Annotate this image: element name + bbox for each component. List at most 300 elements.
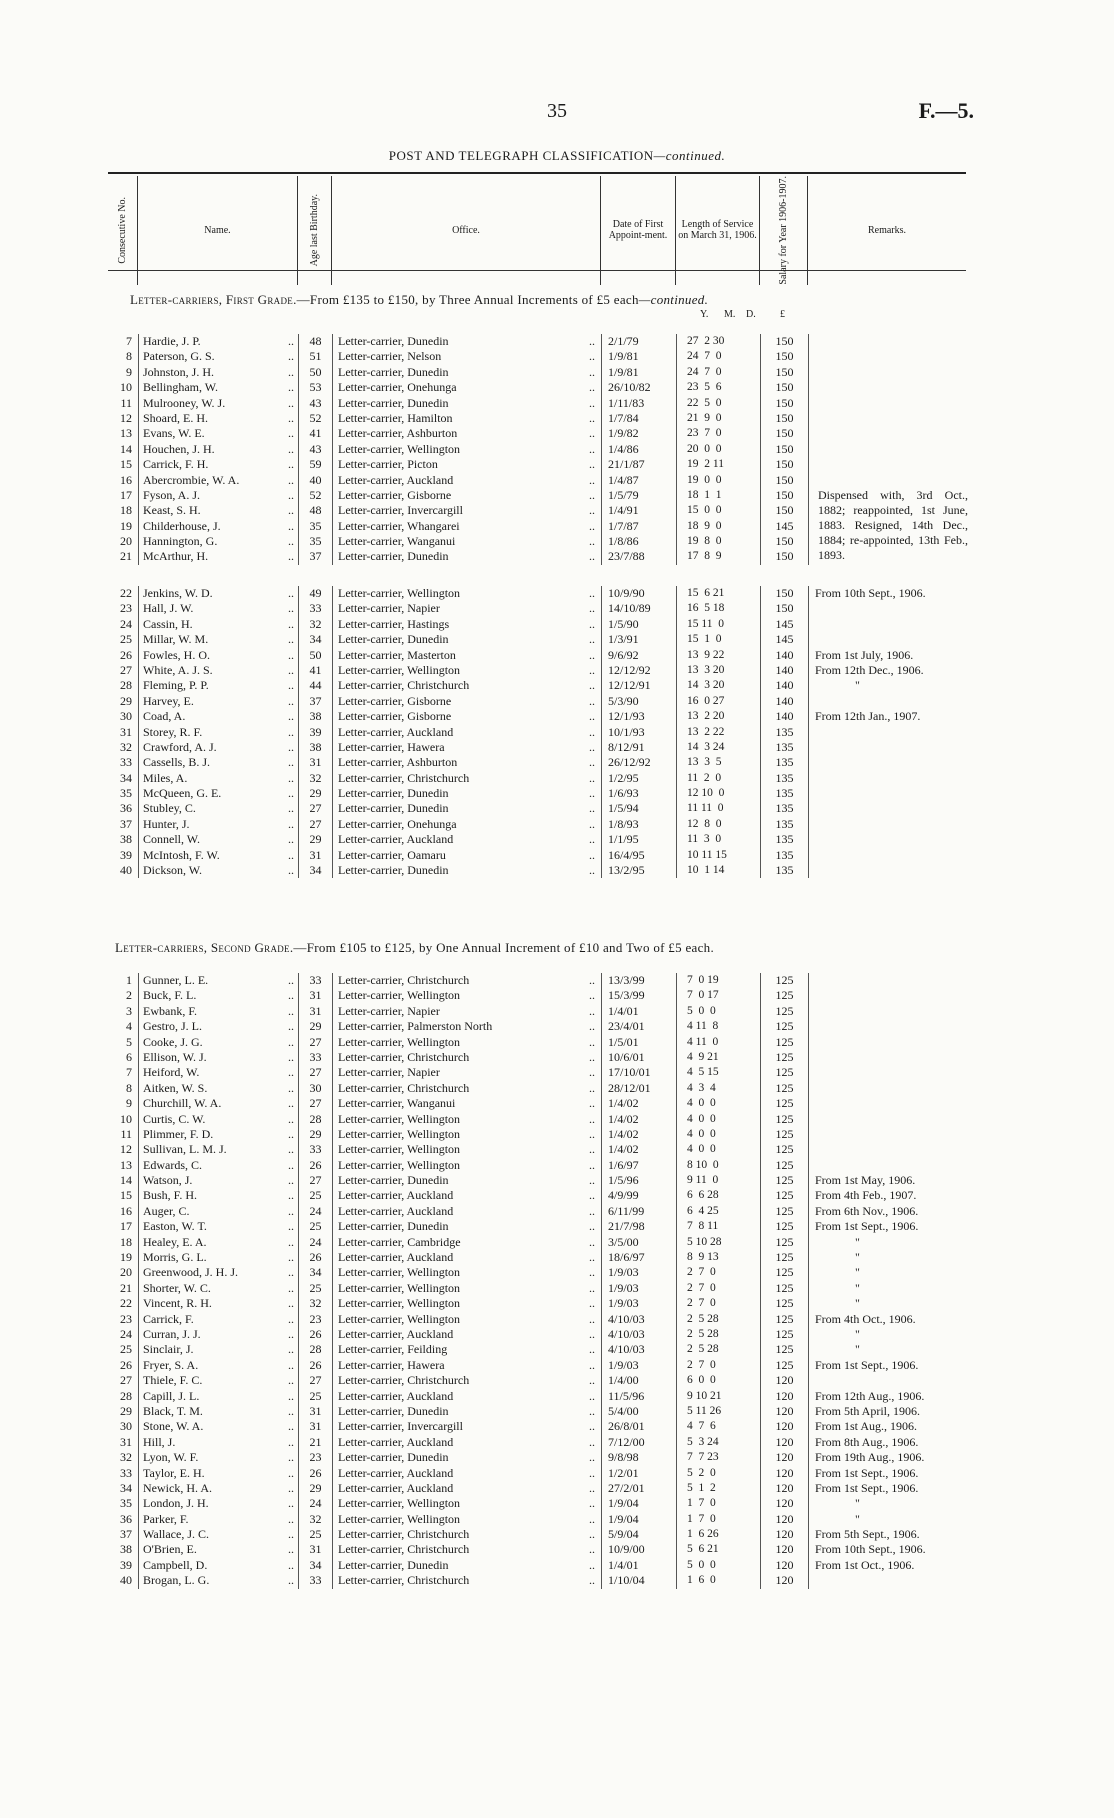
row-age: 33 [298, 1573, 332, 1588]
row-age: 53 [298, 380, 332, 395]
row-remarks: " [808, 1296, 966, 1311]
row-name: Cassin, H. .. [138, 617, 298, 632]
row-date: 1/2/01 [601, 1466, 676, 1481]
row-office: Letter-carrier, Christchurch .. [332, 1527, 601, 1542]
row-remarks: From 1st Sept., 1906. [808, 1358, 966, 1373]
row-date: 14/10/89 [601, 601, 676, 616]
row-name: Crawford, A. J. .. [138, 740, 298, 755]
row-remarks: From 12th Aug., 1906. [808, 1389, 966, 1404]
table-row [108, 365, 966, 380]
row-remarks: From 1st Aug., 1906. [808, 1419, 966, 1434]
row-salary: 120 [760, 1496, 808, 1511]
row-service: 5 0 0 [676, 1558, 760, 1573]
table-row [108, 473, 966, 488]
table-row [108, 1096, 966, 1111]
row-salary: 125 [760, 1112, 808, 1127]
row-remarks [808, 1127, 966, 1142]
row-remarks: From 19th Aug., 1906. [808, 1450, 966, 1465]
row-service: 15 11 0 [676, 617, 760, 632]
row-service: 13 3 20 [676, 663, 760, 678]
row-office: Letter-carrier, Wellington .. [332, 1496, 601, 1511]
row-remarks [808, 457, 966, 472]
row-office: Letter-carrier, Dunedin .. [332, 1219, 601, 1234]
table-row [108, 1419, 966, 1434]
row-date: 1/4/00 [601, 1373, 676, 1388]
row-age: 29 [298, 832, 332, 847]
row-age: 32 [298, 771, 332, 786]
row-salary: 120 [760, 1466, 808, 1481]
row-service: 7 0 19 [676, 973, 760, 988]
row-office: Letter-carrier, Ashburton .. [332, 755, 601, 770]
row-number: 6 [126, 1049, 132, 1064]
row-age: 59 [298, 457, 332, 472]
row-name: Stone, W. A. .. [138, 1419, 298, 1434]
row-age: 48 [298, 334, 332, 349]
row-remarks [808, 755, 966, 770]
row-office: Letter-carrier, Dunedin .. [332, 863, 601, 878]
row-date: 1/5/96 [601, 1173, 676, 1188]
row-salary: 135 [760, 817, 808, 832]
row-age: 27 [298, 817, 332, 832]
row-date: 1/5/90 [601, 617, 676, 632]
row-name: Gunner, L. E. .. [138, 973, 298, 988]
row-name: Mulrooney, W. J. .. [138, 396, 298, 411]
row-salary: 120 [760, 1435, 808, 1450]
row-office: Letter-carrier, Wellington .. [332, 1035, 601, 1050]
row-number: 37 [120, 1527, 132, 1542]
row-office: Letter-carrier, Auckland .. [332, 1466, 601, 1481]
row-name: Johnston, J. H. .. [138, 365, 298, 380]
row-service: 6 0 0 [676, 1373, 760, 1388]
row-number: 8 [126, 349, 132, 364]
row-age: 24 [298, 1496, 332, 1511]
row-date: 5/9/04 [601, 1527, 676, 1542]
table-row [108, 648, 966, 663]
row-service: 20 0 0 [676, 442, 760, 457]
table-row [108, 817, 966, 832]
table-row [108, 709, 966, 724]
row-age: 49 [298, 586, 332, 601]
row-name: Auger, C. .. [138, 1204, 298, 1219]
row-number: 15 [120, 457, 132, 472]
row-date: 1/9/03 [601, 1296, 676, 1311]
row-date: 5/3/90 [601, 694, 676, 709]
row-office: Letter-carrier, Wellington .. [332, 988, 601, 1003]
row-salary: 125 [760, 1065, 808, 1080]
row-service: 16 0 27 [676, 694, 760, 709]
row-office: Letter-carrier, Oamaru .. [332, 848, 601, 863]
row-office: Letter-carrier, Nelson .. [332, 349, 601, 364]
row-name: Curran, J. J. .. [138, 1327, 298, 1342]
row-salary: 150 [760, 549, 808, 564]
row-date: 9/6/92 [601, 648, 676, 663]
row-salary: 120 [760, 1542, 808, 1557]
row-age: 27 [298, 1035, 332, 1050]
row-office: Letter-carrier, Auckland .. [332, 1250, 601, 1265]
row-remarks [808, 832, 966, 847]
row-name: Stubley, C. .. [138, 801, 298, 816]
row-remarks [808, 617, 966, 632]
row-date: 1/6/97 [601, 1158, 676, 1173]
row-salary: 125 [760, 1312, 808, 1327]
row-age: 52 [298, 411, 332, 426]
row-number: 13 [120, 426, 132, 441]
row-office: Letter-carrier, Christchurch .. [332, 1050, 601, 1065]
row-office: Letter-carrier, Christchurch .. [332, 973, 601, 988]
row-salary: 145 [760, 617, 808, 632]
row-number: 5 [126, 1034, 132, 1049]
row-service: 2 7 0 [676, 1281, 760, 1296]
section1-table-b [108, 586, 966, 878]
row-office: Letter-carrier, Auckland .. [332, 725, 601, 740]
row-name: Dickson, W. .. [138, 863, 298, 878]
row-date: 9/8/98 [601, 1450, 676, 1465]
row-name: Storey, R. F. .. [138, 725, 298, 740]
section1-title: Letter-carriers, First Grade.—From £135 to £150, by Three Annual Increments of £5 each—continued. [130, 292, 709, 307]
row-date: 1/9/81 [601, 365, 676, 380]
row-office: Letter-carrier, Palmerston North .. [332, 1019, 601, 1034]
row-age: 29 [298, 1019, 332, 1034]
row-number: 16 [120, 472, 132, 487]
row-remarks [808, 1019, 966, 1034]
row-age: 35 [298, 519, 332, 534]
section2-table [108, 973, 966, 1589]
row-age: 28 [298, 1112, 332, 1127]
row-office: Letter-carrier, Napier .. [332, 1065, 601, 1080]
row-remarks: From 12th Dec., 1906. [808, 663, 966, 678]
row-salary: 135 [760, 832, 808, 847]
row-salary: 125 [760, 1281, 808, 1296]
row-age: 27 [298, 1173, 332, 1188]
row-number: 24 [120, 616, 132, 631]
row-remarks [808, 988, 966, 1003]
row-number: 25 [120, 1342, 132, 1357]
row-service: 2 7 0 [676, 1358, 760, 1373]
row-office: Letter-carrier, Wellington .. [332, 586, 601, 601]
table-row [108, 863, 966, 878]
row-remarks [808, 1050, 966, 1065]
row-service: 15 6 21 [676, 586, 760, 601]
row-office: Letter-carrier, Invercargill .. [332, 503, 601, 518]
row-office: Letter-carrier, Christchurch .. [332, 1373, 601, 1388]
table-row [108, 1466, 966, 1481]
row-name: Hardie, J. P. .. [138, 334, 298, 349]
row-salary: 120 [760, 1481, 808, 1496]
row-age: 33 [298, 1050, 332, 1065]
row-number: 27 [120, 1373, 132, 1388]
row-date: 1/1/95 [601, 832, 676, 847]
row-number: 36 [120, 1511, 132, 1526]
row-office: Letter-carrier, Dunedin .. [332, 1404, 601, 1419]
row-name: Brogan, L. G. .. [138, 1573, 298, 1588]
row-age: 28 [298, 1342, 332, 1357]
row-name: Paterson, G. S. .. [138, 349, 298, 364]
row-date: 26/10/82 [601, 380, 676, 395]
row-service: 23 5 6 [676, 380, 760, 395]
row-date: 27/2/01 [601, 1481, 676, 1496]
row-date: 28/12/01 [601, 1081, 676, 1096]
row-age: 26 [298, 1358, 332, 1373]
row-office: Letter-carrier, Auckland .. [332, 1435, 601, 1450]
row-name: Hill, J. .. [138, 1435, 298, 1450]
row-salary: 125 [760, 1204, 808, 1219]
row-number: 19 [120, 1250, 132, 1265]
row-office: Letter-carrier, Auckland .. [332, 1389, 601, 1404]
table-row [108, 380, 966, 395]
row-service: 16 5 18 [676, 601, 760, 616]
row-salary: 125 [760, 1188, 808, 1203]
row-name: Carrick, F. H. .. [138, 457, 298, 472]
row-remarks [808, 473, 966, 488]
row-office: Letter-carrier, Dunedin .. [332, 1558, 601, 1573]
row-salary: 125 [760, 1127, 808, 1142]
row-office: Letter-carrier, Christchurch .. [332, 1573, 601, 1588]
row-age: 35 [298, 534, 332, 549]
row-age: 24 [298, 1204, 332, 1219]
row-salary: 150 [760, 442, 808, 457]
row-office: Letter-carrier, Christchurch .. [332, 1081, 601, 1096]
row-remarks: From 10th Sept., 1906. [808, 586, 966, 601]
row-date: 21/1/87 [601, 457, 676, 472]
row-date: 15/3/99 [601, 988, 676, 1003]
row-date: 1/4/02 [601, 1096, 676, 1111]
header-name: Name. [138, 176, 298, 285]
row-salary: 145 [760, 632, 808, 647]
row-office: Letter-carrier, Gisborne .. [332, 488, 601, 503]
row-date: 18/6/97 [601, 1250, 676, 1265]
table-row [108, 1112, 966, 1127]
row-remarks: From 1st Oct., 1906. [808, 1558, 966, 1573]
row-number: 24 [120, 1326, 132, 1341]
row-remarks [808, 365, 966, 380]
row-number: 31 [120, 1434, 132, 1449]
table-row [108, 678, 966, 693]
row-remarks [808, 817, 966, 832]
row-service: 6 4 25 [676, 1204, 760, 1219]
row-name: Newick, H. A. .. [138, 1481, 298, 1496]
row-remarks: From 4th Feb., 1907. [808, 1188, 966, 1203]
table-row [108, 1450, 966, 1465]
row-salary: 125 [760, 1327, 808, 1342]
row-salary: 150 [760, 601, 808, 616]
row-service: 23 7 0 [676, 426, 760, 441]
row-age: 23 [298, 1450, 332, 1465]
row-remarks: From 1st Sept., 1906. [808, 1219, 966, 1234]
row-service: 14 3 20 [676, 678, 760, 693]
table-row [108, 1265, 966, 1280]
row-number: 33 [120, 755, 132, 770]
row-remarks [808, 694, 966, 709]
row-salary: 135 [760, 725, 808, 740]
row-salary: 135 [760, 786, 808, 801]
row-name: Parker, F. .. [138, 1512, 298, 1527]
row-office: Letter-carrier, Wellington .. [332, 1265, 601, 1280]
row-name: Carrick, F. .. [138, 1312, 298, 1327]
row-number: 29 [120, 693, 132, 708]
row-remarks: From 1st July, 1906. [808, 648, 966, 663]
row-service: 13 2 20 [676, 709, 760, 724]
row-remarks [808, 1035, 966, 1050]
row-salary: 125 [760, 1142, 808, 1157]
row-salary: 120 [760, 1573, 808, 1588]
row-office: Letter-carrier, Auckland .. [332, 473, 601, 488]
row-age: 27 [298, 1096, 332, 1111]
row-service: 5 2 0 [676, 1466, 760, 1481]
row-age: 24 [298, 1235, 332, 1250]
table-row [108, 1435, 966, 1450]
row-date: 13/3/99 [601, 973, 676, 988]
table-row [108, 1050, 966, 1065]
table-row [108, 457, 966, 472]
document-code: F.—5. [918, 98, 974, 123]
row-number: 18 [120, 1234, 132, 1249]
row-salary: 125 [760, 1250, 808, 1265]
row-office: Letter-carrier, Hawera .. [332, 740, 601, 755]
row-age: 44 [298, 678, 332, 693]
table-row [108, 1358, 966, 1373]
row-office: Letter-carrier, Dunedin .. [332, 1173, 601, 1188]
row-number: 8 [126, 1080, 132, 1095]
row-service: 1 6 0 [676, 1573, 760, 1588]
row-age: 25 [298, 1527, 332, 1542]
row-name: Hunter, J. .. [138, 817, 298, 832]
row-date: 1/4/01 [601, 1004, 676, 1019]
row-age: 43 [298, 396, 332, 411]
row-date: 4/10/03 [601, 1342, 676, 1357]
row-date: 1/7/84 [601, 411, 676, 426]
row-number: 26 [120, 1357, 132, 1372]
row-name: McArthur, H. .. [138, 549, 298, 564]
row-age: 31 [298, 1419, 332, 1434]
row-service: 14 3 24 [676, 740, 760, 755]
table-row [108, 632, 966, 647]
row-age: 27 [298, 1065, 332, 1080]
row-age: 34 [298, 1558, 332, 1573]
table-row [108, 663, 966, 678]
row-salary: 150 [760, 426, 808, 441]
row-salary: 125 [760, 973, 808, 988]
row-number: 13 [120, 1157, 132, 1172]
row-service: 19 8 0 [676, 534, 760, 549]
row-service: 15 0 0 [676, 503, 760, 518]
row-remarks: From 1st Sept., 1906. [808, 1481, 966, 1496]
row-salary: 125 [760, 1235, 808, 1250]
row-remarks [808, 334, 966, 349]
row-number: 2 [126, 988, 132, 1003]
row-number: 20 [120, 534, 132, 549]
row-age: 33 [298, 1142, 332, 1157]
row-salary: 125 [760, 1035, 808, 1050]
row-office: Letter-carrier, Auckland .. [332, 832, 601, 847]
row-service: 13 2 22 [676, 725, 760, 740]
row-service: 9 10 21 [676, 1389, 760, 1404]
row-age: 32 [298, 1296, 332, 1311]
table-row [108, 694, 966, 709]
row-date: 1/9/81 [601, 349, 676, 364]
row-age: 29 [298, 1127, 332, 1142]
row-remarks [808, 601, 966, 616]
row-number: 36 [120, 801, 132, 816]
row-salary: 150 [760, 411, 808, 426]
row-name: O'Brien, E. .. [138, 1542, 298, 1557]
row-salary: 140 [760, 648, 808, 663]
row-office: Letter-carrier, Onehunga .. [332, 380, 601, 395]
row-age: 31 [298, 1542, 332, 1557]
table-row [108, 1496, 966, 1511]
row-service: 2 7 0 [676, 1265, 760, 1280]
row-number: 35 [120, 1496, 132, 1511]
row-remarks [808, 801, 966, 816]
row-service: 1 7 0 [676, 1512, 760, 1527]
row-name: Capill, J. L. .. [138, 1389, 298, 1404]
row-name: Sinclair, J. .. [138, 1342, 298, 1357]
table-row [108, 1204, 966, 1219]
row-remarks: From 8th Aug., 1906. [808, 1435, 966, 1450]
row-office: Letter-carrier, Auckland .. [332, 1204, 601, 1219]
table-row [108, 349, 966, 364]
row-office: Letter-carrier, Dunedin .. [332, 786, 601, 801]
row-salary: 135 [760, 755, 808, 770]
row-service: 15 1 0 [676, 632, 760, 647]
row-service: 2 5 28 [676, 1342, 760, 1357]
row-date: 1/9/82 [601, 426, 676, 441]
row-date: 1/4/02 [601, 1142, 676, 1157]
page-number: 35 [547, 100, 567, 122]
row-age: 48 [298, 503, 332, 518]
row-remarks: " [808, 1496, 966, 1511]
row-office: Letter-carrier, Dunedin .. [332, 632, 601, 647]
document-title [0, 148, 1114, 164]
row-name: White, A. J. S. .. [138, 663, 298, 678]
row-name: London, J. H. .. [138, 1496, 298, 1511]
row-service: 4 11 0 [676, 1035, 760, 1050]
row-office: Letter-carrier, Masterton .. [332, 648, 601, 663]
row-salary: 125 [760, 1358, 808, 1373]
row-name: Houchen, J. H. .. [138, 442, 298, 457]
row-service: 2 5 28 [676, 1327, 760, 1342]
row-age: 33 [298, 601, 332, 616]
row-date: 1/4/02 [601, 1127, 676, 1142]
table-row [108, 1219, 966, 1234]
row-service: 5 6 21 [676, 1542, 760, 1557]
row-salary: 140 [760, 678, 808, 693]
row-remarks: " [808, 1512, 966, 1527]
row-service: 4 9 21 [676, 1050, 760, 1065]
row-number: 19 [120, 518, 132, 533]
row-service: 18 1 1 [676, 488, 760, 503]
row-office: Letter-carrier, Wellington .. [332, 1127, 601, 1142]
row-office: Letter-carrier, Gisborne .. [332, 694, 601, 709]
row-age: 31 [298, 848, 332, 863]
header-remarks: Remarks. [867, 224, 907, 236]
row-office: Letter-carrier, Hastings .. [332, 617, 601, 632]
row-number: 7 [126, 334, 132, 348]
table-row [108, 1065, 966, 1080]
row-remarks [808, 380, 966, 395]
row-remarks [808, 1158, 966, 1173]
row-office: Letter-carrier, Christchurch .. [332, 771, 601, 786]
table-row [108, 786, 966, 801]
row-number: 23 [120, 1311, 132, 1326]
row-name: Gestro, J. L. .. [138, 1019, 298, 1034]
row-date: 1/10/04 [601, 1573, 676, 1588]
row-salary: 150 [760, 380, 808, 395]
row-date: 1/5/79 [601, 488, 676, 503]
row-date: 26/12/92 [601, 755, 676, 770]
row-name: Evans, W. E. .. [138, 426, 298, 441]
row-salary: 150 [760, 534, 808, 549]
table-row [108, 426, 966, 441]
